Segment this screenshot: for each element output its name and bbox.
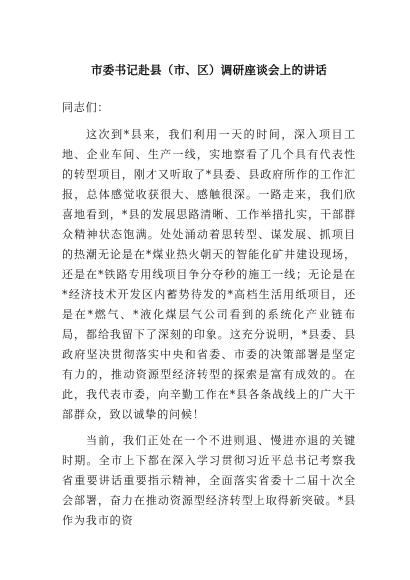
document-title: 市委书记赴县（市、区）调研座谈会上的讲话 [91, 63, 327, 77]
body-paragraph-2: 当前，我们正处在一个不进则退、慢进亦退的关键时期。全市上下都在深入学习贯彻习近平总书记考察我省重要讲话重要指示精神，全面落实省委十二届十次全会部署，奋力在推动资源型经济转型上取得新突破。*县作为我市的资 [62, 434, 356, 527]
body-paragraph-1: 这次到*县来，我们利用一天的时间，深入项目工地、企业车间、生产一线，实地察看了几个具有代表性的转型项目，刚才又听取了*县委、县政府所作的工作汇报，总体感觉收获很大、感触很深。一路走来，我们欣喜地看到，*县的发展思路清晰、工作举措扎实，干部群众精神状态饱满。处处涌动着思转型、谋发展、抓项目的热潮无论是在*煤业热火朝天的智能化矿井建设现场，还是在*铁路专用线项目争分夺秒的施工一线；无论是在*经济技术开发区内蓄势待发的*高档生活用纸项目，还是在*燃气、*液化煤层气公司看到的系统化产业链布局，都给我留下了深刻的印象。这充分说明，*县委、县政府坚决贯彻落实中央和省委、市委的决策部署是坚定有力的，推动资源型经济转型的探索是富有成效的。在此，我代表市委，向辛勤工作在*县各条战线上的广大干部群众，致以诚挚的问候！ [62, 128, 356, 421]
salutation: 同志们： [62, 101, 110, 114]
